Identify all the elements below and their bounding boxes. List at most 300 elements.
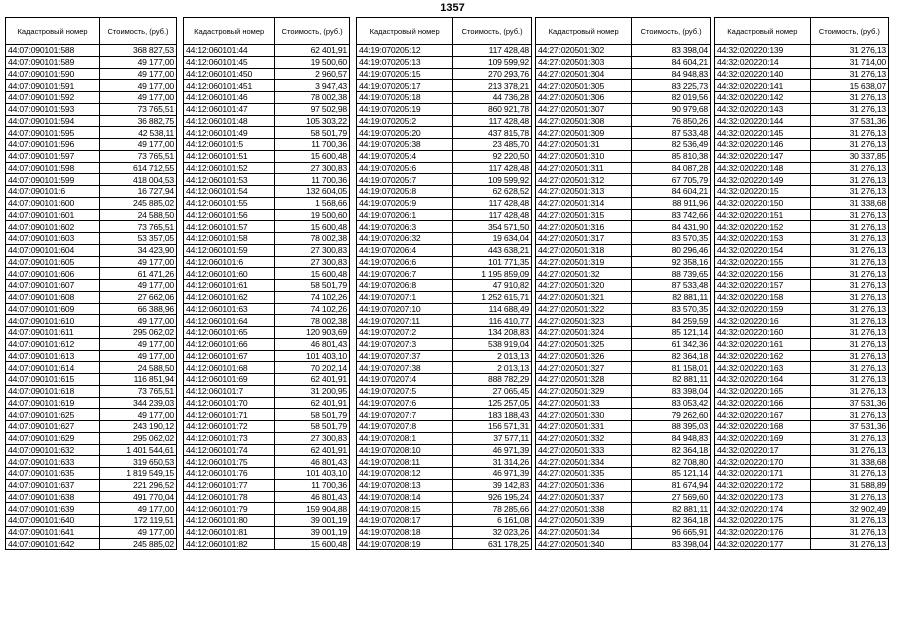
cadastral-number-cell: 44:32:020220:171 [715,468,811,480]
table-row [6,479,177,491]
cost-cell: 31 276,13 [810,303,888,315]
cadastral-number-cell: 44:07:090101:611 [6,327,100,339]
cost-cell: 32 902,49 [810,503,888,515]
table-row [715,409,889,421]
cost-cell: 614 712,55 [100,162,177,174]
cost-cell: 73 765,51 [100,221,177,233]
table-row [357,303,532,315]
cadastral-number-cell: 44:12:060101:450 [184,68,275,80]
table-row [6,468,177,480]
cost-cell: 83 570,35 [632,303,711,315]
table-row [536,479,711,491]
table-row [184,444,350,456]
cadastral-number-cell: 44:27:020501:314 [536,197,632,209]
cadastral-number-cell: 44:19:070207:3 [357,338,453,350]
table-row [357,338,532,350]
cadastral-number-cell: 44:07:090101:619 [6,397,100,409]
cadastral-number-cell: 44:12:060101:49 [184,127,275,139]
cost-cell: 74 102,26 [275,291,350,303]
cadastral-number-cell: 44:07:090101:597 [6,150,100,162]
cadastral-number-cell: 44:27:020501:326 [536,350,632,362]
cost-cell: 491 770,04 [100,491,177,503]
cadastral-number-cell: 44:27:020501:323 [536,315,632,327]
table-row [184,362,350,374]
cadastral-number-cell: 44:07:090101:635 [6,468,100,480]
cost-cell: 49 177,00 [100,526,177,538]
cost-cell: 15 600,48 [275,150,350,162]
cost-cell: 2 960,57 [275,68,350,80]
table-row [536,444,711,456]
table-row [6,186,177,198]
cost-cell: 368 827,53 [100,45,177,57]
cost-cell: 27 569,60 [632,491,711,503]
cadastral-number-cell: 44:12:060101:58 [184,233,275,245]
cadastral-number-cell: 44:32:020220:144 [715,115,811,127]
cadastral-number-cell: 44:27:020501:305 [536,80,632,92]
cost-cell: 84 604,21 [632,186,711,198]
table-row [6,409,177,421]
table-row [536,244,711,256]
table-row [357,315,532,327]
cost-cell: 15 600,48 [275,268,350,280]
cost-cell: 27 662,06 [100,291,177,303]
cost-cell: 78 002,38 [275,233,350,245]
cadastral-number-cell: 44:12:060101:57 [184,221,275,233]
cost-cell: 61 471,26 [100,268,177,280]
cost-cell: 109 599,92 [453,174,532,186]
table-row [6,421,177,433]
cadastral-number-cell: 44:27:020501:313 [536,186,632,198]
cost-cell: 117 428,48 [453,162,532,174]
table-row [536,338,711,350]
cadastral-number-cell: 44:12:060101:66 [184,338,275,350]
cadastral-number-cell: 44:12:060101:6 [184,256,275,268]
table-row [536,397,711,409]
table-row [357,233,532,245]
cost-cell: 84 431,90 [632,221,711,233]
table-row [536,280,711,292]
cadastral-number-cell: 44:32:020220:155 [715,256,811,268]
cadastral-number-cell: 44:12:060101:76 [184,468,275,480]
cost-cell: 27 065,45 [453,385,532,397]
cadastral-number-cell: 44:27:020501:303 [536,56,632,68]
cadastral-number-cell: 44:12:060101:46 [184,92,275,104]
cadastral-number-cell: 44:12:060101:82 [184,538,275,550]
cadastral-number-cell: 44:32:020220:149 [715,174,811,186]
table-row [715,68,889,80]
cadastral-number-cell: 44:27:020501:306 [536,92,632,104]
cost-cell: 114 688,49 [453,303,532,315]
table-row [715,456,889,468]
cadastral-number-cell: 44:07:090101:599 [6,174,100,186]
cost-cell: 31 276,13 [810,350,888,362]
cost-cell: 58 501,79 [275,127,350,139]
cadastral-number-cell: 44:19:070206:32 [357,233,453,245]
cadastral-number-cell: 44:19:070208:11 [357,456,453,468]
table-row [536,92,711,104]
cost-cell: 82 364,18 [632,350,711,362]
cost-cell: 49 177,00 [100,92,177,104]
table-row [184,432,350,444]
cost-cell: 1 195 859,09 [453,268,532,280]
table-row [536,291,711,303]
cadastral-number-cell: 44:27:020501:327 [536,362,632,374]
table-row [357,186,532,198]
cost-cell: 159 904,88 [275,503,350,515]
cadastral-number-cell: 44:32:020220:146 [715,139,811,151]
table-row [715,186,889,198]
table-row [6,68,177,80]
cadastral-number-cell: 44:12:060101:65 [184,327,275,339]
cadastral-number-cell: 44:12:060101:80 [184,515,275,527]
cost-cell: 46 971,39 [453,444,532,456]
table-row [184,256,350,268]
cadastral-number-cell: 44:07:090101:603 [6,233,100,245]
cost-cell: 31 276,13 [810,515,888,527]
table-row [6,526,177,538]
table-row [6,139,177,151]
cost-cell: 49 177,00 [100,503,177,515]
header-cadastral-number: Кадастровый номер [6,18,100,45]
table-row [357,150,532,162]
cost-cell: 82 364,18 [632,515,711,527]
cadastral-number-cell: 44:19:070208:13 [357,479,453,491]
cost-cell: 87 533,48 [632,127,711,139]
table-row [536,209,711,221]
cadastral-number-cell: 44:07:090101:607 [6,280,100,292]
cost-cell: 78 285,66 [453,503,532,515]
cadastral-number-cell: 44:12:060101:52 [184,162,275,174]
cost-cell: 83 398,04 [632,45,711,57]
cadastral-number-cell: 44:19:070205:7 [357,174,453,186]
table-row [715,56,889,68]
cost-cell: 443 638,21 [453,244,532,256]
cadastral-number-cell: 44:32:020220:161 [715,338,811,350]
header-cost: Стоимость, (руб.) [453,18,532,45]
table-row [357,244,532,256]
cadastral-number-cell: 44:19:070206:8 [357,280,453,292]
table-row [715,468,889,480]
table-row [536,327,711,339]
table-row [715,233,889,245]
cadastral-table-4 [535,17,711,550]
cost-cell: 134 208,83 [453,327,532,339]
cadastral-number-cell: 44:07:090101:610 [6,315,100,327]
table-row [357,92,532,104]
cost-cell: 125 257,05 [453,397,532,409]
table-row [357,256,532,268]
table-row [184,103,350,115]
cost-cell: 31 276,13 [810,256,888,268]
cadastral-number-cell: 44:07:090101:593 [6,103,100,115]
table-row [184,115,350,127]
cadastral-number-cell: 44:19:070207:10 [357,303,453,315]
cost-cell: 31 276,13 [810,385,888,397]
cadastral-number-cell: 44:32:020220:167 [715,409,811,421]
table-row [715,385,889,397]
cadastral-number-cell: 44:07:090101:6 [6,186,100,198]
cadastral-number-cell: 44:27:020501:304 [536,68,632,80]
cost-cell: 295 062,02 [100,327,177,339]
cadastral-number-cell: 44:12:060101:55 [184,197,275,209]
table-row [357,397,532,409]
table-row [6,56,177,68]
cadastral-number-cell: 44:27:020501:322 [536,303,632,315]
table-row [357,174,532,186]
table-row [6,315,177,327]
cost-cell: 62 401,91 [275,374,350,386]
cost-cell: 46 801,43 [275,456,350,468]
table-row [6,444,177,456]
table-row [357,103,532,115]
table-row [715,244,889,256]
cost-cell: 11 700,36 [275,174,350,186]
cost-cell: 15 600,48 [275,538,350,550]
cost-cell: 31 276,13 [810,45,888,57]
cost-cell: 62 401,91 [275,397,350,409]
cost-cell: 1 568,66 [275,197,350,209]
cost-cell: 66 388,96 [100,303,177,315]
table-row [536,127,711,139]
table-row [536,538,711,550]
page-number: 1357 [440,2,465,14]
cost-cell: 15 600,48 [275,221,350,233]
cadastral-number-cell: 44:27:020501:307 [536,103,632,115]
cadastral-number-cell: 44:07:090101:613 [6,350,100,362]
cost-cell: 31 200,95 [275,385,350,397]
cost-cell: 49 177,00 [100,139,177,151]
table-row [6,327,177,339]
cost-cell: 62 401,91 [275,45,350,57]
cadastral-number-cell: 44:19:070206:1 [357,209,453,221]
cadastral-number-cell: 44:12:060101:79 [184,503,275,515]
cadastral-number-cell: 44:07:090101:612 [6,338,100,350]
cadastral-number-cell: 44:19:070207:38 [357,362,453,374]
cadastral-number-cell: 44:19:070206:7 [357,268,453,280]
cadastral-number-cell: 44:27:020501:329 [536,385,632,397]
table-row [184,92,350,104]
cost-cell: 90 979,68 [632,103,711,115]
table-row [357,56,532,68]
cadastral-number-cell: 44:12:060101:78 [184,491,275,503]
table-row [184,80,350,92]
table-row [715,432,889,444]
table-row [357,444,532,456]
cadastral-number-cell: 44:32:020220:139 [715,45,811,57]
cadastral-number-cell: 44:32:020220:172 [715,479,811,491]
cadastral-number-cell: 44:19:070207:37 [357,350,453,362]
header-cost: Стоимость, (руб.) [100,18,177,45]
cadastral-number-cell: 44:27:020501:311 [536,162,632,174]
cost-cell: 418 004,53 [100,174,177,186]
cadastral-number-cell: 44:12:060101:81 [184,526,275,538]
cost-cell: 31 276,13 [810,468,888,480]
table-row [6,233,177,245]
cadastral-number-cell: 44:32:020220:156 [715,268,811,280]
cost-cell: 37 531,36 [810,421,888,433]
cadastral-number-cell: 44:19:070207:1 [357,291,453,303]
table-row [715,174,889,186]
table-row [184,315,350,327]
header-cadastral-number: Кадастровый номер [536,18,632,45]
cadastral-number-cell: 44:19:070205:19 [357,103,453,115]
cadastral-number-cell: 44:32:020220:148 [715,162,811,174]
cost-cell: 27 300,83 [275,432,350,444]
cost-cell: 105 303,22 [275,115,350,127]
cost-cell: 49 177,00 [100,315,177,327]
cadastral-number-cell: 44:32:020220:164 [715,374,811,386]
table-row [184,68,350,80]
cost-cell: 83 225,73 [632,80,711,92]
cadastral-number-cell: 44:19:070205:9 [357,197,453,209]
table-row [357,538,532,550]
table-row [715,209,889,221]
cost-cell: 117 428,48 [453,197,532,209]
cost-cell: 156 571,31 [453,421,532,433]
cost-cell: 83 398,04 [632,385,711,397]
table-row [184,503,350,515]
table-row [6,397,177,409]
cost-cell: 85 810,38 [632,150,711,162]
cost-cell: 221 296,52 [100,479,177,491]
cadastral-number-cell: 44:19:070208:10 [357,444,453,456]
cadastral-number-cell: 44:32:020220:157 [715,280,811,292]
cost-cell: 81 158,01 [632,362,711,374]
cost-cell: 85 121,14 [632,468,711,480]
cost-cell: 61 342,36 [632,338,711,350]
table-row [536,162,711,174]
cadastral-number-cell: 44:27:020501:317 [536,233,632,245]
cost-cell: 109 599,92 [453,56,532,68]
cost-cell: 31 276,13 [810,327,888,339]
table-row [715,491,889,503]
cadastral-number-cell: 44:27:020501:31 [536,139,632,151]
cadastral-table-2 [183,17,350,550]
cost-cell: 97 502,98 [275,103,350,115]
cost-cell: 49 177,00 [100,280,177,292]
cadastral-number-cell: 44:19:070205:6 [357,162,453,174]
table-row [715,503,889,515]
cost-cell: 82 881,11 [632,374,711,386]
cadastral-number-cell: 44:19:070205:12 [357,45,453,57]
cadastral-number-cell: 44:19:070205:18 [357,92,453,104]
cadastral-number-cell: 44:12:060101:51 [184,150,275,162]
cadastral-number-cell: 44:07:090101:608 [6,291,100,303]
cost-cell: 46 801,43 [275,338,350,350]
cadastral-number-cell: 44:12:060101:64 [184,315,275,327]
cost-cell: 101 403,10 [275,468,350,480]
cost-cell: 84 259,59 [632,315,711,327]
cadastral-number-cell: 44:32:020220:152 [715,221,811,233]
cadastral-number-cell: 44:12:060101:73 [184,432,275,444]
cadastral-number-cell: 44:07:090101:591 [6,80,100,92]
table-row [6,350,177,362]
cost-cell: 243 190,12 [100,421,177,433]
cost-cell: 79 262,60 [632,409,711,421]
table-row [6,456,177,468]
cadastral-number-cell: 44:07:090101:598 [6,162,100,174]
cost-cell: 31 276,13 [810,162,888,174]
cadastral-number-cell: 44:27:020501:32 [536,268,632,280]
cadastral-table-5 [714,17,889,550]
cost-cell: 83 742,66 [632,209,711,221]
cadastral-number-cell: 44:27:020501:318 [536,244,632,256]
cadastral-number-cell: 44:19:070205:20 [357,127,453,139]
cadastral-number-cell: 44:27:020501:315 [536,209,632,221]
cadastral-number-cell: 44:07:090101:590 [6,68,100,80]
cost-cell: 84 948,83 [632,432,711,444]
cost-cell: 96 665,91 [632,526,711,538]
cost-cell: 76 850,26 [632,115,711,127]
table-row [715,315,889,327]
cadastral-number-cell: 44:27:020501:316 [536,221,632,233]
table-row [184,303,350,315]
cadastral-number-cell: 44:27:020501:331 [536,421,632,433]
table-row [357,362,532,374]
cadastral-number-cell: 44:19:070207:5 [357,385,453,397]
cost-cell: 245 885,02 [100,197,177,209]
table-row [715,538,889,550]
cost-cell: 437 815,78 [453,127,532,139]
table-row [357,268,532,280]
cost-cell: 74 102,26 [275,303,350,315]
table-row [715,45,889,57]
cost-cell: 58 501,79 [275,409,350,421]
table-row [715,197,889,209]
table-row [6,162,177,174]
cost-cell: 3 947,43 [275,80,350,92]
table-row [6,103,177,115]
cost-cell: 31 276,13 [810,280,888,292]
table-row [357,45,532,57]
cost-cell: 31 276,13 [810,409,888,421]
cadastral-number-cell: 44:19:070205:2 [357,115,453,127]
cost-cell: 31 588,89 [810,479,888,491]
cadastral-number-cell: 44:12:060101:74 [184,444,275,456]
cost-cell: 49 177,00 [100,256,177,268]
cadastral-number-cell: 44:12:060101:72 [184,421,275,433]
table-row [184,350,350,362]
cadastral-number-cell: 44:32:020220:145 [715,127,811,139]
table-row [357,526,532,538]
cost-cell: 82 881,11 [632,291,711,303]
cost-cell: 31 276,13 [810,444,888,456]
cost-cell: 24 588,50 [100,209,177,221]
table-row [6,197,177,209]
cadastral-number-cell: 44:19:070207:4 [357,374,453,386]
cost-cell: 31 276,13 [810,315,888,327]
cadastral-number-cell: 44:12:060101:7 [184,385,275,397]
cadastral-number-cell: 44:12:060101:71 [184,409,275,421]
cost-cell: 49 177,00 [100,80,177,92]
cost-cell: 31 276,13 [810,291,888,303]
table-row [6,515,177,527]
cost-cell: 31 276,13 [810,538,888,550]
cadastral-number-cell: 44:19:070208:15 [357,503,453,515]
cadastral-number-cell: 44:12:060101:62 [184,291,275,303]
table-row [6,115,177,127]
table-row [715,479,889,491]
table-row [6,385,177,397]
cost-cell: 83 570,35 [632,233,711,245]
cadastral-number-cell: 44:07:090101:592 [6,92,100,104]
cadastral-number-cell: 44:32:020220:165 [715,385,811,397]
table-row [6,491,177,503]
cost-cell: 49 177,00 [100,68,177,80]
cost-cell: 31 276,13 [810,526,888,538]
cadastral-number-cell: 44:19:070206:4 [357,244,453,256]
cost-cell: 73 765,51 [100,103,177,115]
